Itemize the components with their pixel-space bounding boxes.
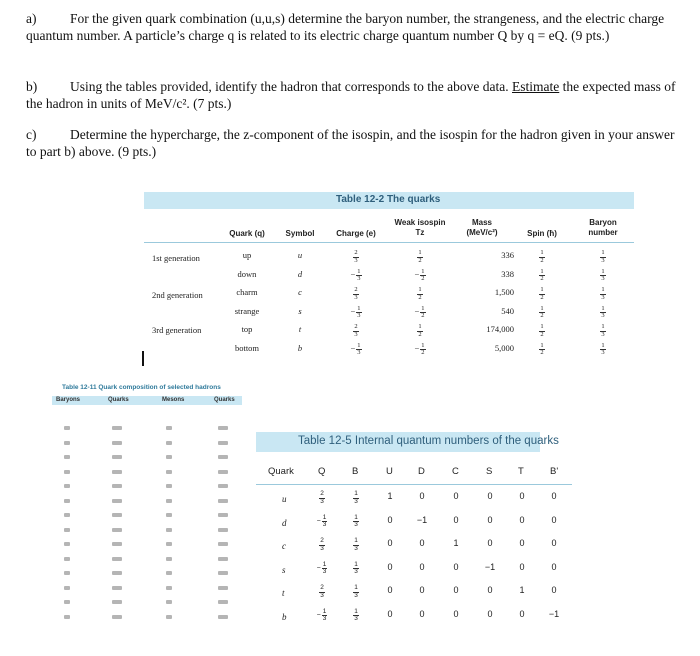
t5-cell-D: 0 — [419, 538, 425, 548]
t5-cell-D: 0 — [419, 585, 425, 595]
t5-cell-B — [346, 609, 366, 623]
t11-illegible-mark — [112, 586, 122, 590]
question-b-label: b) — [26, 79, 38, 94]
t11-illegible-mark — [64, 426, 70, 430]
t2-cell-spin — [520, 269, 564, 283]
t5-cell-C: 0 — [453, 561, 459, 572]
t2-frac-spin: $\frac{1}{2}$ — [540, 267, 544, 282]
t11-illegible-mark — [112, 484, 122, 488]
t11-illegible-mark — [64, 455, 70, 459]
t2-frac-baryon: $\frac{1}{3}$ — [601, 286, 605, 301]
t2-frac-charge: − $\frac{1}{3}$ — [350, 304, 361, 319]
t2-frac-baryon: $\frac{1}{3}$ — [601, 341, 605, 356]
t5-cell-D: 0 — [419, 561, 425, 572]
t2-head-isospin: Weak isospin Tz — [394, 218, 446, 237]
t5-head-0: Quark — [268, 466, 294, 477]
t5-cell-Q — [312, 585, 332, 599]
t11-illegible-mark — [218, 499, 228, 503]
t5-cell-U: 1 — [387, 491, 393, 501]
t5-cell-quark: c — [282, 541, 286, 551]
t2-cell-charge — [328, 287, 384, 301]
t5-cell-U: 0 — [387, 514, 393, 525]
quarks-table — [142, 192, 637, 368]
t5-cell-T: 0 — [519, 491, 525, 501]
t5-cell-B — [346, 491, 366, 505]
t5-cell-Q — [312, 609, 332, 623]
t2-rule — [144, 242, 634, 243]
t2-cell-baryon — [578, 306, 628, 320]
t11-illegible-mark — [112, 528, 122, 532]
t2-frac-isospin: $\frac{1}{2}$ — [418, 249, 422, 264]
t11-illegible-mark — [218, 586, 228, 590]
t5-cell-Bp: 0 — [551, 561, 557, 572]
t11-illegible-mark — [64, 470, 70, 474]
t5-cell-C: 0 — [453, 491, 459, 501]
t11-illegible-mark — [64, 513, 70, 517]
t2-head-mass: Mass (MeV/c²) — [466, 218, 498, 237]
t2-frac-isospin: − $\frac{1}{2}$ — [414, 341, 425, 356]
t11-illegible-mark — [218, 528, 228, 532]
t5-frac-Q: − $\frac{1}{3}$ — [316, 513, 327, 528]
t2-cell-symbol: t — [298, 324, 302, 334]
t11-illegible-mark — [166, 557, 172, 561]
t11-illegible-mark — [166, 615, 172, 619]
t2-cell-baryon — [578, 287, 628, 301]
t11-illegible-mark — [64, 528, 70, 532]
t5-cell-quark: d — [282, 517, 287, 528]
t2-cell-mass: 336 — [501, 250, 514, 260]
t5-head-8: B' — [550, 466, 559, 477]
t5-cell-C: 0 — [453, 514, 459, 525]
t2-cell-quark: bottom — [234, 342, 260, 353]
t11-illegible-mark — [64, 542, 70, 546]
t2-cell-mass: 5,000 — [494, 342, 514, 353]
t5-cell-D: −1 — [416, 514, 428, 525]
t2-cell-isospin — [392, 306, 448, 320]
t5-cell-quark: t — [282, 588, 285, 598]
t11-illegible-mark — [218, 441, 228, 445]
t2-head-symbol: Symbol — [285, 229, 315, 238]
t2-gen-1: 1st generation — [152, 253, 200, 263]
left-margin-mark — [142, 351, 144, 366]
t5-head-7: T — [518, 466, 524, 477]
t5-frac-B: $\frac{1}{3}$ — [354, 607, 358, 622]
t5-cell-T: 0 — [519, 538, 525, 548]
t2-cell-mass: 540 — [501, 305, 514, 316]
t2-frac-isospin: − $\frac{1}{2}$ — [414, 304, 425, 319]
t2-cell-quark: top — [241, 324, 253, 334]
t5-cell-S: 0 — [487, 514, 493, 525]
t5-frac-Q: $\frac{2}{3}$ — [320, 584, 324, 599]
t2-head-baryon: Baryon number — [588, 218, 618, 237]
t11-illegible-mark — [166, 586, 172, 590]
t5-cell-C: 1 — [453, 538, 459, 548]
t11-head-mesons: Mesons — [162, 397, 185, 403]
t11-illegible-mark — [166, 470, 172, 474]
t2-cell-spin — [520, 250, 564, 264]
t11-illegible-mark — [218, 615, 228, 619]
t2-head-quark: Quark (q) — [229, 229, 265, 238]
t2-head-spin: Spin (ħ) — [527, 229, 557, 238]
t5-cell-S: 0 — [487, 538, 493, 548]
t2-cell-charge — [328, 324, 384, 338]
t5-head-1: Q — [318, 466, 326, 477]
question-a-text: For the given quark combination (u,u,s) determine the baryon number, the strangeness, and the electric charge quantum number. A particle’s charge q is related to its electric charge quantum number Q by q = eQ. (9 pts.) — [26, 11, 665, 43]
t11-illegible-mark — [112, 600, 122, 604]
t2-frac-isospin: $\frac{1}{2}$ — [418, 286, 422, 301]
t2-cell-baryon — [578, 250, 628, 264]
t2-cell-quark: up — [242, 250, 252, 260]
t5-frac-B: $\frac{1}{3}$ — [354, 490, 358, 505]
question-a — [26, 10, 676, 44]
t5-cell-T: 0 — [519, 561, 525, 572]
internal-quantum-table — [256, 432, 572, 638]
t5-cell-B — [346, 515, 366, 529]
t5-cell-B — [346, 538, 366, 552]
t5-cell-Bp: 0 — [551, 585, 557, 595]
t2-frac-isospin: − $\frac{1}{2}$ — [414, 267, 425, 282]
t11-illegible-mark — [64, 600, 70, 604]
question-a-label: a) — [26, 11, 37, 26]
t2-frac-charge: $\frac{2}{3}$ — [354, 249, 358, 264]
t2-frac-charge: − $\frac{1}{3}$ — [350, 341, 361, 356]
t11-illegible-mark — [166, 455, 172, 459]
t5-cell-quark: b — [282, 611, 287, 622]
question-b-underlined: Estimate — [512, 79, 560, 94]
t2-cell-quark: strange — [234, 305, 260, 316]
t11-illegible-mark — [64, 586, 70, 590]
t2-gen-2: 2nd generation — [152, 290, 203, 300]
hadrons-table-title: Table 12-11 Quark composition of selected hadrons — [62, 384, 221, 391]
t5-head-2: B — [352, 466, 359, 477]
t2-cell-charge — [328, 306, 384, 320]
t11-illegible-mark — [112, 557, 122, 561]
t5-rule — [256, 484, 572, 485]
t2-cell-symbol: d — [297, 268, 303, 279]
t2-cell-mass: 1,500 — [494, 287, 514, 297]
t2-cell-isospin — [392, 324, 448, 338]
question-c-text: Determine the hypercharge, the z-component of the isospin, and the isospin for the hadron given in your answer to part b) above. (9 pts.) — [26, 127, 675, 159]
t2-cell-quark: charm — [236, 287, 258, 297]
t2-cell-baryon — [578, 343, 628, 357]
t2-frac-baryon: $\frac{1}{3}$ — [601, 304, 605, 319]
t5-cell-Q — [312, 562, 332, 576]
t5-frac-B: $\frac{1}{3}$ — [354, 537, 358, 552]
t11-illegible-mark — [64, 557, 70, 561]
t11-illegible-mark — [218, 470, 228, 474]
t2-frac-spin: $\frac{1}{2}$ — [540, 304, 544, 319]
t11-illegible-mark — [112, 571, 122, 575]
t5-frac-Q: $\frac{2}{3}$ — [320, 490, 324, 505]
t2-cell-isospin — [392, 343, 448, 357]
t5-cell-C: 0 — [453, 585, 459, 595]
t5-cell-U: 0 — [387, 608, 393, 619]
t2-frac-charge: − $\frac{1}{3}$ — [350, 267, 361, 282]
t2-frac-spin: $\frac{1}{2}$ — [540, 249, 544, 264]
t2-frac-charge: $\frac{2}{3}$ — [354, 286, 358, 301]
t5-frac-Q: $\frac{2}{3}$ — [320, 537, 324, 552]
t11-illegible-mark — [112, 470, 122, 474]
t11-illegible-mark — [112, 441, 122, 445]
t5-frac-B: $\frac{1}{3}$ — [354, 560, 358, 575]
t5-head-3: U — [386, 466, 393, 477]
question-b-text-post: the expected mass of the hadron in units of MeV/c². (7 pts.) — [26, 79, 676, 111]
t2-cell-charge — [328, 250, 384, 264]
t5-cell-B — [346, 562, 366, 576]
t5-cell-Bp: −1 — [548, 608, 560, 619]
t2-head-charge: Charge (e) — [336, 229, 376, 238]
t2-cell-spin — [520, 306, 564, 320]
t2-frac-baryon: $\frac{1}{3}$ — [601, 323, 605, 338]
question-b — [26, 78, 676, 112]
t2-cell-baryon — [578, 269, 628, 283]
t11-illegible-mark — [218, 426, 228, 430]
t5-cell-U: 0 — [387, 585, 393, 595]
t11-illegible-mark — [112, 426, 122, 430]
t2-cell-isospin — [392, 250, 448, 264]
t5-cell-S: 0 — [487, 608, 493, 619]
t2-cell-isospin — [392, 287, 448, 301]
t5-cell-Q — [312, 538, 332, 552]
t2-cell-mass: 174,000 — [486, 324, 514, 334]
t11-illegible-mark — [112, 513, 122, 517]
t5-cell-S: 0 — [487, 491, 493, 501]
t11-illegible-mark — [166, 600, 172, 604]
t11-illegible-mark — [112, 455, 122, 459]
t5-cell-Bp: 0 — [551, 491, 557, 501]
t5-cell-D: 0 — [419, 491, 425, 501]
t5-cell-T: 0 — [519, 514, 525, 525]
t2-frac-spin: $\frac{1}{2}$ — [540, 323, 544, 338]
t5-cell-Q — [312, 515, 332, 529]
t2-cell-quark: down — [237, 268, 257, 279]
t2-cell-mass: 338 — [501, 268, 514, 279]
t11-illegible-mark — [218, 455, 228, 459]
question-c-label: c) — [26, 127, 37, 142]
t5-cell-C: 0 — [453, 608, 459, 619]
t5-cell-U: 0 — [387, 538, 393, 548]
t5-cell-B — [346, 585, 366, 599]
t11-head-baryons: Baryons — [56, 397, 81, 403]
t11-illegible-mark — [166, 528, 172, 532]
t5-cell-T: 0 — [519, 608, 525, 619]
t11-head-quarks-1: Quarks — [108, 397, 129, 403]
t11-illegible-mark — [166, 484, 172, 488]
t2-cell-symbol: b — [297, 342, 303, 353]
t5-cell-Q — [312, 491, 332, 505]
t11-illegible-mark — [218, 571, 228, 575]
t5-cell-T: 1 — [519, 585, 525, 595]
hadrons-table — [52, 384, 242, 634]
t2-cell-symbol: u — [297, 250, 303, 260]
t2-cell-spin — [520, 324, 564, 338]
t2-gen-3: 3rd generation — [152, 325, 202, 335]
t2-cell-isospin — [392, 269, 448, 283]
question-b-text-pre: Using the tables provided, identify the hadron that corresponds to the above data. — [70, 79, 513, 94]
t11-illegible-mark — [64, 499, 70, 503]
t11-illegible-mark — [112, 542, 122, 546]
t11-head-quarks-2: Quarks — [214, 397, 235, 403]
t11-illegible-mark — [218, 557, 228, 561]
t2-cell-symbol: s — [298, 305, 302, 316]
t2-cell-spin — [520, 287, 564, 301]
t11-illegible-mark — [166, 513, 172, 517]
t2-cell-charge — [328, 343, 384, 357]
t11-illegible-mark — [166, 441, 172, 445]
t5-frac-B: $\frac{1}{3}$ — [354, 513, 358, 528]
t11-illegible-mark — [64, 484, 70, 488]
t2-frac-spin: $\frac{1}{2}$ — [540, 286, 544, 301]
t11-illegible-mark — [64, 615, 70, 619]
t11-illegible-mark — [112, 499, 122, 503]
t5-head-5: C — [452, 466, 459, 477]
t2-frac-isospin: $\frac{1}{2}$ — [418, 323, 422, 338]
t11-illegible-mark — [64, 571, 70, 575]
t5-cell-Bp: 0 — [551, 538, 557, 548]
t5-head-6: S — [486, 466, 493, 477]
t11-illegible-mark — [166, 542, 172, 546]
t5-frac-B: $\frac{1}{3}$ — [354, 584, 358, 599]
t11-illegible-mark — [64, 441, 70, 445]
t5-cell-S: −1 — [484, 561, 496, 572]
t2-frac-baryon: $\frac{1}{3}$ — [601, 267, 605, 282]
t5-cell-Bp: 0 — [551, 514, 557, 525]
t5-cell-U: 0 — [387, 561, 393, 572]
t11-illegible-mark — [166, 499, 172, 503]
t2-frac-spin: $\frac{1}{2}$ — [540, 341, 544, 356]
t11-illegible-mark — [166, 426, 172, 430]
t2-cell-symbol: c — [298, 287, 302, 297]
internal-quantum-table-title: Table 12-5 Internal quantum numbers of the quarks — [298, 435, 559, 447]
t2-cell-baryon — [578, 324, 628, 338]
question-c — [26, 126, 676, 160]
quarks-table-title: Table 12-2 The quarks — [336, 194, 441, 205]
t11-illegible-mark — [218, 484, 228, 488]
t2-cell-charge — [328, 269, 384, 283]
t2-frac-charge: $\frac{2}{3}$ — [354, 323, 358, 338]
t5-cell-quark: u — [282, 494, 287, 504]
t5-cell-S: 0 — [487, 585, 493, 595]
t5-frac-Q: − $\frac{1}{3}$ — [316, 560, 327, 575]
t11-illegible-mark — [112, 615, 122, 619]
t11-illegible-mark — [218, 513, 228, 517]
t5-cell-quark: s — [282, 564, 286, 575]
t5-head-4: D — [418, 466, 425, 477]
t5-cell-D: 0 — [419, 608, 425, 619]
t5-frac-Q: − $\frac{1}{3}$ — [316, 607, 327, 622]
t11-illegible-mark — [218, 542, 228, 546]
t11-illegible-mark — [166, 571, 172, 575]
t11-illegible-mark — [218, 600, 228, 604]
t2-cell-spin — [520, 343, 564, 357]
t2-frac-baryon: $\frac{1}{3}$ — [601, 249, 605, 264]
